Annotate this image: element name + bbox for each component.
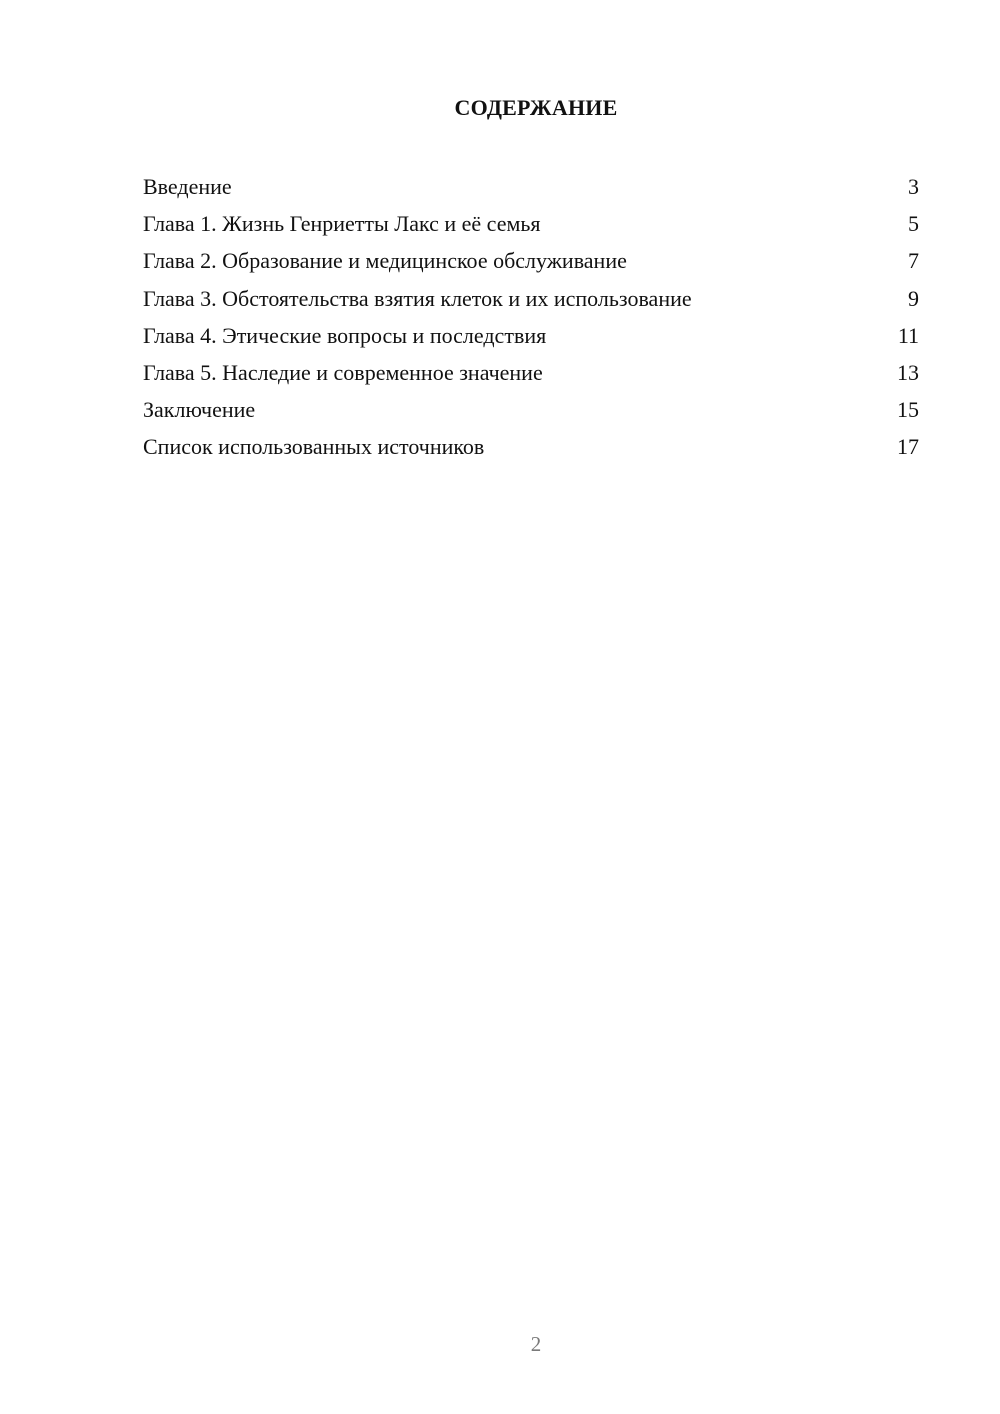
toc-entry-chapter-1 <box>143 205 919 242</box>
toc-entry-page: 13 <box>897 359 919 385</box>
toc-entry-chapter-4 <box>143 317 919 354</box>
toc-entry-title: Список использованных источников <box>143 434 485 460</box>
toc-entry-title: Глава 2. Образование и медицинское обслуживание <box>143 248 627 274</box>
toc-entry-introduction <box>143 168 919 205</box>
toc-entry-title: Заключение <box>143 397 256 423</box>
toc-entry-title: Глава 1. Жизнь Генриетты Лакс и её семья <box>143 211 541 237</box>
toc-entry-chapter-3 <box>143 280 919 317</box>
toc-entry-title: Глава 3. Обстоятельства взятия клеток и их использование <box>143 285 692 311</box>
toc-entry-chapter-5 <box>143 354 919 391</box>
toc-entry-page: 17 <box>897 434 919 460</box>
toc-entry-conclusion <box>143 391 919 428</box>
toc-entry-title: Введение <box>143 174 232 199</box>
toc-entry-page: 7 <box>908 248 919 274</box>
toc-entry-page: 3 <box>908 174 919 199</box>
toc-entry-page: 15 <box>897 397 919 423</box>
toc-entry-page: 11 <box>897 322 919 348</box>
table-of-contents <box>143 168 919 466</box>
toc-entry-title: Глава 5. Наследие и современное значение <box>143 359 543 385</box>
page-number: 2 <box>530 1332 542 1356</box>
toc-entry-page: 9 <box>908 285 919 311</box>
toc-entry-references <box>143 428 919 465</box>
toc-entry-page: 5 <box>908 211 919 237</box>
toc-entry-chapter-2 <box>143 242 919 279</box>
toc-heading: СОДЕРЖАНИЕ <box>454 95 618 120</box>
toc-entry-title: Глава 4. Этические вопросы и последствия <box>143 322 547 348</box>
